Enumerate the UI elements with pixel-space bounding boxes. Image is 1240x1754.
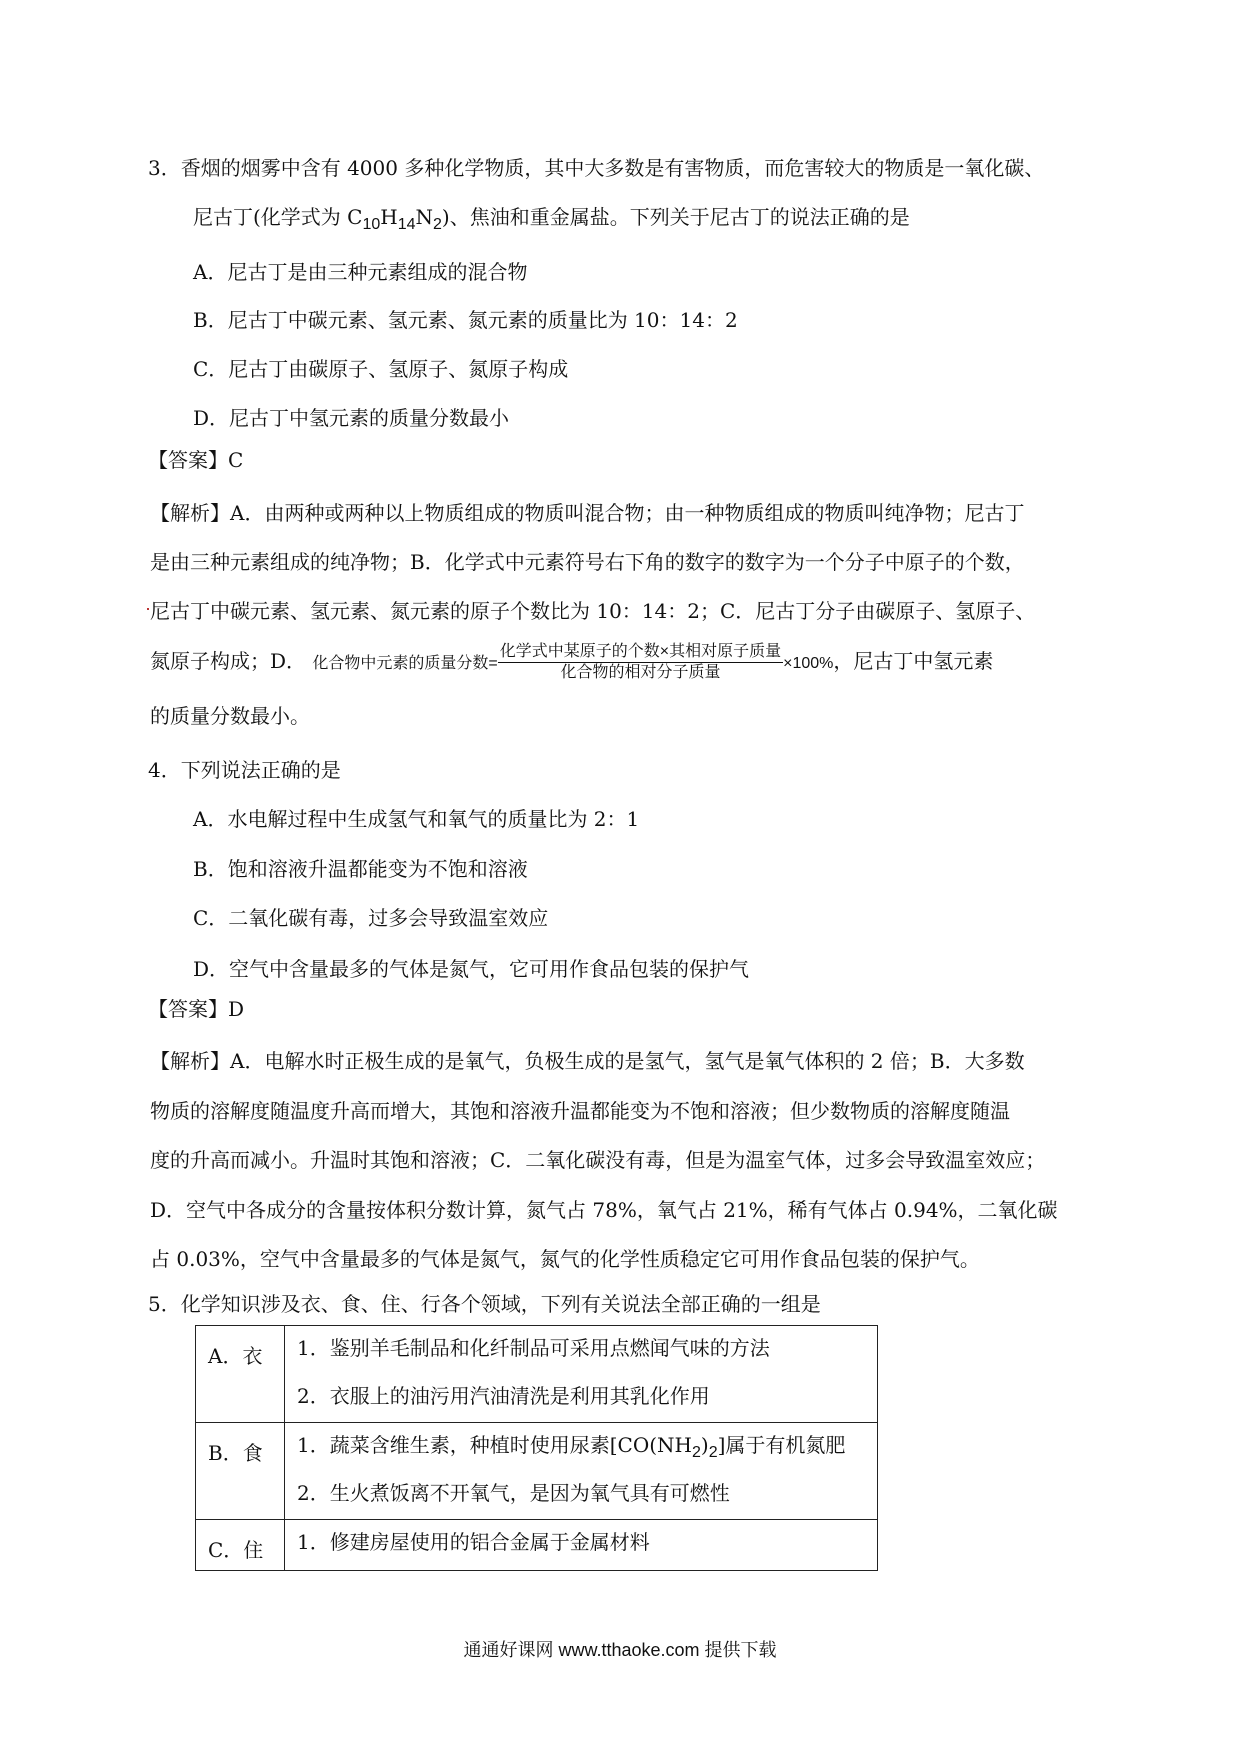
mass-fraction-formula <box>498 642 783 683</box>
formula-n: N <box>415 205 434 229</box>
items-cell <box>285 1326 878 1423</box>
formula-numerator: 化学式中某原子的个数×其相对原子质量 <box>498 642 783 663</box>
formula-sub: 2 <box>708 1444 718 1461</box>
q4-option-c: C．二氧化碳有毒，过多会导致温室效应 <box>193 906 549 930</box>
q3-option-c: C．尼古丁由碳原子、氢原子、氮原子构成 <box>193 357 569 381</box>
q4-option-a: A．水电解过程中生成氢气和氧气的质量比为 2：1 <box>193 807 640 831</box>
formula-tail: ×100% <box>783 655 834 672</box>
formula-sub-h: 14 <box>397 216 416 233</box>
category-cell: A．衣 <box>196 1326 285 1423</box>
table-item: 2．衣服上的油污用汽油清洗是利用其乳化作用 <box>297 1384 710 1408</box>
stray-mark <box>147 608 149 610</box>
page-footer: 通通好课网 www.tthaoke.com 提供下载 <box>463 1640 777 1660</box>
q4-analysis-line-5: 占 0.03%，空气中含量最多的气体是氮气，氮气的化学性质稳定它可用作食品包装的保护气。 <box>150 1247 980 1271</box>
formula-denominator: 化合物的相对分子质量 <box>560 664 721 681</box>
q5-options-table <box>195 1325 878 1571</box>
q3-answer: 【答案】C <box>148 448 244 472</box>
q3-analysis-line-4 <box>150 642 993 683</box>
q3-stem-text: 尼古丁(化学式为 C <box>193 205 363 229</box>
q3-analysis-line-1: 【解析】A．由两种或两种以上物质组成的物质叫混合物；由一种物质组成的物质叫纯净物；尼古丁 <box>150 501 1025 525</box>
formula-sub: 2 <box>691 1444 701 1461</box>
q4-answer: 【答案】D <box>148 997 245 1021</box>
category-cell: B．食 <box>196 1423 285 1520</box>
table-row <box>196 1326 878 1423</box>
q4-analysis-line-4: D．空气中各成分的含量按体积分数计算，氮气占 78%，氧气占 21%，稀有气体占 0.94%，二氧化碳 <box>150 1198 1058 1222</box>
items-cell <box>285 1520 878 1571</box>
q3-stem-line-2 <box>193 203 910 239</box>
q3-analysis-line-2: 是由三种元素组成的纯净物；B．化学式中元素符号右下角的数字的数字为一个分子中原子的个数， <box>150 550 1025 574</box>
table-item: 1．鉴别羊毛制品和化纤制品可采用点燃闻气味的方法 <box>297 1336 770 1360</box>
q3-option-b: B．尼古丁中碳元素、氢元素、氮元素的质量比为 10：14：2 <box>193 308 738 332</box>
formula-lhs: 化合物中元素的质量分数= <box>312 655 498 672</box>
table-item: 2．生火煮饭离不开氧气，是因为氧气具有可燃性 <box>297 1481 730 1505</box>
q3-analysis-line-3: 尼古丁中碳元素、氢元素、氮元素的原子个数比为 10：14：2；C．尼古丁分子由碳原子、氢原子、 <box>150 599 1036 623</box>
table-item-text: 1．蔬菜含维生素，种植时使用尿素[CO(NH <box>297 1433 692 1457</box>
formula-sub-c: 10 <box>362 216 381 233</box>
q3-stem-line-1: 3．香烟的烟雾中含有 4000 多种化学物质，其中大多数是有害物质，而危害较大的物质是一氧化碳、 <box>148 156 1045 180</box>
q4-option-b: B．饱和溶液升温都能变为不饱和溶液 <box>193 857 528 881</box>
q4-analysis-line-3: 度的升高而减小。升温时其饱和溶液；C．二氧化碳没有毒，但是为温室气体，过多会导致温室效应； <box>150 1148 1046 1172</box>
q3-analysis-text: 氮原子构成；D． <box>150 649 307 673</box>
table-row <box>196 1520 878 1571</box>
formula-paren: ) <box>700 1433 709 1457</box>
table-item: 1．修建房屋使用的铝合金属于金属材料 <box>297 1530 650 1554</box>
formula-h: H <box>380 205 398 229</box>
table-item-text-end: ]属于有机氮肥 <box>717 1433 846 1457</box>
q4-analysis-line-2: 物质的溶解度随温度升高而增大，其饱和溶液升温都能变为不饱和溶液；但少数物质的溶解度随温 <box>150 1099 1010 1123</box>
q5-stem: 5．化学知识涉及衣、食、住、行各个领域，下列有关说法全部正确的一组是 <box>148 1292 821 1316</box>
table-row <box>196 1423 878 1520</box>
q4-analysis-line-1: 【解析】A．电解水时正极生成的是氧气，负极生成的是氢气，氢气是氧气体积的 2 倍；B．大多数 <box>150 1049 1025 1073</box>
q3-analysis-text-end: ，尼古丁中氢元素 <box>833 649 994 673</box>
q3-option-d: D．尼古丁中氢元素的质量分数最小 <box>193 406 510 430</box>
q3-analysis-line-5: 的质量分数最小。 <box>150 704 310 728</box>
table-item <box>285 1423 877 1471</box>
q4-stem: 4．下列说法正确的是 <box>148 758 341 782</box>
q3-stem-text-end: )、焦油和重金属盐。下列关于尼古丁的说法正确的是 <box>441 205 910 229</box>
category-cell: C．住 <box>196 1520 285 1571</box>
q4-option-d: D．空气中含量最多的气体是氮气，它可用作食品包装的保护气 <box>193 957 750 981</box>
q3-option-a: A．尼古丁是由三种元素组成的混合物 <box>193 260 528 284</box>
items-cell <box>285 1423 878 1520</box>
formula-sub-n: 2 <box>433 216 442 233</box>
